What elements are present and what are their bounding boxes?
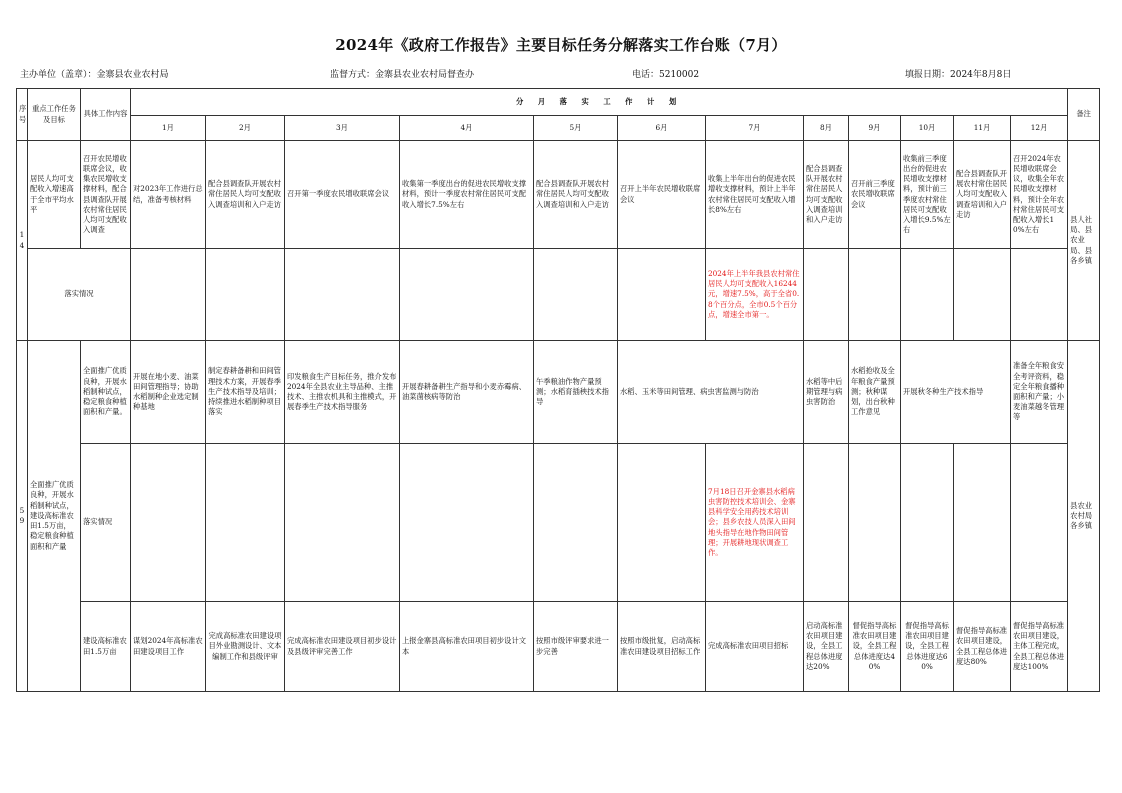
row-59-key-task: 全面推广优质良种，开展水稻制种试点，建设高标准农田1.5万亩，稳定粮食种植面积和产量 — [28, 341, 81, 692]
row-14-m7: 收集上半年出台的促进农民增收支撑材料，预计上半年农村常住居民可支配收入增长8%左右 — [706, 141, 804, 249]
month-header: 6月 — [618, 116, 706, 141]
row-59-sub1-m9: 水稻抢收及全年粮食产量预测；秋种谋划，出台秋种工作意见 — [849, 341, 901, 444]
header-seq: 序号 — [17, 89, 28, 141]
table-row — [17, 444, 1100, 602]
table-row — [17, 249, 1100, 341]
table-row — [17, 602, 1100, 692]
row-59-sub2-m11: 督促指导高标准农田项目建设，全县工程总体进度达80% — [954, 602, 1011, 692]
fill-date-text: 填报日期：2024年8月8日 — [905, 70, 1012, 80]
row-59-sub2-m4: 上报金寨县高标准农田项目初步设计文本 — [400, 602, 534, 692]
row-59-progress-m7: 7月18日召开金寨县水稻病虫害防控技术培训会、金寨县科学安全用药技术培训会；县乡农技人员深入田间地头指导在地作物田间管理；开展耕地现状调查工作。 — [706, 444, 804, 602]
row-14-m10: 收集前三季度出台的促进农民增收支撑材料，预计前三季度农村常住居民可支配收入增长9.5%左右 — [901, 141, 954, 249]
row-59-sub1-m12: 准备全年粮食安全考评资料，稳定全年粮食播种面积和产量；小麦油菜越冬管理等 — [1011, 341, 1068, 444]
row-14-m2: 配合县调查队开展农村常住居民人均可支配收入调查培训和入户走访 — [206, 141, 285, 249]
month-header: 5月 — [534, 116, 618, 141]
month-header: 1月 — [131, 116, 206, 141]
month-header: 11月 — [954, 116, 1011, 141]
row-14-m3: 召开第一季度农民增收联席会议 — [285, 141, 400, 249]
row-14-content: 召开农民增收联席会议，收集农民增收支撑材料，配合县调查队开展农村常住居民人均可支配收入调查 — [81, 141, 131, 249]
row-59-sub1-m10-m11: 开展秋冬种生产技术指导 — [901, 341, 1011, 444]
header-work-content: 具体工作内容 — [81, 89, 131, 141]
row-14-m9: 召开前三季度农民增收联席会议 — [849, 141, 901, 249]
month-header: 4月 — [400, 116, 534, 141]
row-59-sub1-m4: 开展春耕备耕生产指导和小麦赤霉病、油菜菌核病等防治 — [400, 341, 534, 444]
row-59-sub1-content: 全面推广优质良种，开展水稻制种试点，稳定粮食种植面积和产量。 — [81, 341, 131, 444]
row-14-m4: 收集第一季度出台的促进农民增收支撑材料，预计一季度农村常住居民可支配收入增长7.5%左右 — [400, 141, 534, 249]
month-header: 10月 — [901, 116, 954, 141]
header-key-task: 重点工作任务及目标 — [28, 89, 81, 141]
row-59-sub1-m6-m7: 水稻、玉米等田间管理、病虫害监测与防治 — [618, 341, 804, 444]
organizer-text: 主办单位（盖章）：金寨县农业农村局 — [20, 70, 169, 80]
header-remarks: 备注 — [1068, 89, 1100, 141]
month-header: 12月 — [1011, 116, 1068, 141]
row-14-progress-label: 落实情况 — [28, 249, 131, 341]
row-14-key-task: 居民人均可支配收入增速高于全市平均水平 — [28, 141, 81, 249]
row-59-sub1-m8: 水稻等中后期管理与病虫害防治 — [804, 341, 849, 444]
row-59-sub2-m5: 按照市级评审要求进一步完善 — [534, 602, 618, 692]
row-14-m11: 配合县调查队开展农村常住居民人均可支配收入调查培训和入户走访 — [954, 141, 1011, 249]
row-14-remarks: 县人社局、县农业局、县各乡镇 — [1068, 141, 1100, 341]
row-14-m6: 召开上半年农民增收联席会议 — [618, 141, 706, 249]
row-59-sub2-m8: 启动高标准农田项目建设，全县工程总体进度达20% — [804, 602, 849, 692]
row-59-sub2-m1: 谋划2024年高标准农田建设项目工作 — [131, 602, 206, 692]
row-59-sub2-content: 建设高标准农田1.5万亩 — [81, 602, 131, 692]
table-row — [17, 141, 1100, 249]
month-header: 7月 — [706, 116, 804, 141]
row-14-seq: 14 — [17, 141, 28, 341]
month-header: 3月 — [285, 116, 400, 141]
row-14-m1: 对2023年工作进行总结，准备考核材料 — [131, 141, 206, 249]
header-monthly-plan: 分 月 落 实 工 作 计 划 — [131, 89, 1068, 116]
page-title: 2024年《政府工作报告》主要目标任务分解落实工作台账（7月） — [335, 36, 787, 54]
row-59-sub2-m12: 督促指导高标准农田项目建设，主体工程完成，全县工程总体进度达100% — [1011, 602, 1068, 692]
row-59-sub2-m9: 督促指导高标准农田项目建设，全县工程总体进度达40% — [849, 602, 901, 692]
row-59-sub1-m3: 印发粮食生产目标任务，推介发布2024年全县农业主导品种、主推技术、主推农机具和主推模式，开展春季生产技术指导服务 — [285, 341, 400, 444]
row-59-seq: 59 — [17, 341, 28, 692]
phone-text: 电话：5210002 — [632, 70, 700, 80]
row-59-sub1-m2: 制定春耕备耕和田间管理技术方案，开展春季生产技术指导及培训；持续推进水稻制种项目落实 — [206, 341, 285, 444]
ledger-table — [16, 88, 1100, 692]
row-14-m12: 召开2024年农民增收联席会议，收集全年农民增收支撑材料，预计全年农村常住居民可支配收入增长10%左右 — [1011, 141, 1068, 249]
month-header: 8月 — [804, 116, 849, 141]
row-14-m5: 配合县调查队开展农村常住居民人均可支配收入调查培训和入户走访 — [534, 141, 618, 249]
row-59-sub2-m2: 完成高标准农田建设项目外业勘测设计、文本编制工作和县级评审 — [206, 602, 285, 692]
row-59-sub1-m5: 午季粮油作物产量预测；水稻育插秧技术指导 — [534, 341, 618, 444]
row-14-progress-m7: 2024年上半年我县农村常住居民人均可支配收入16244元，增速7.5%，高于全省0.8个百分点，全市0.5个百分点，增速全市第一。 — [706, 249, 804, 341]
table-row — [17, 341, 1100, 444]
row-14-m8: 配合县调查队开展农村常住居民人均可支配收入调查培训和入户走访 — [804, 141, 849, 249]
month-header-row — [17, 116, 1100, 141]
row-59-progress-label: 落实情况 — [81, 444, 131, 602]
row-59-sub2-m3: 完成高标准农田建设项目初步设计及县级评审完善工作 — [285, 602, 400, 692]
row-59-sub2-m7: 完成高标准农田项目招标 — [706, 602, 804, 692]
month-header: 9月 — [849, 116, 901, 141]
row-59-sub1-m1: 开展在地小麦、油菜田间管理指导；协助水稻制种企业选定制种基地 — [131, 341, 206, 444]
month-header: 2月 — [206, 116, 285, 141]
row-59-remarks: 县农业农村局各乡镇 — [1068, 341, 1100, 692]
row-59-sub2-m10: 督促指导高标准农田项目建设，全县工程总体进度达60% — [901, 602, 954, 692]
supervision-text: 监督方式：金寨县农业农村局督查办 — [330, 70, 475, 80]
header-row — [17, 89, 1100, 116]
row-59-sub2-m6: 按照市级批复，启动高标准农田建设项目招标工作 — [618, 602, 706, 692]
